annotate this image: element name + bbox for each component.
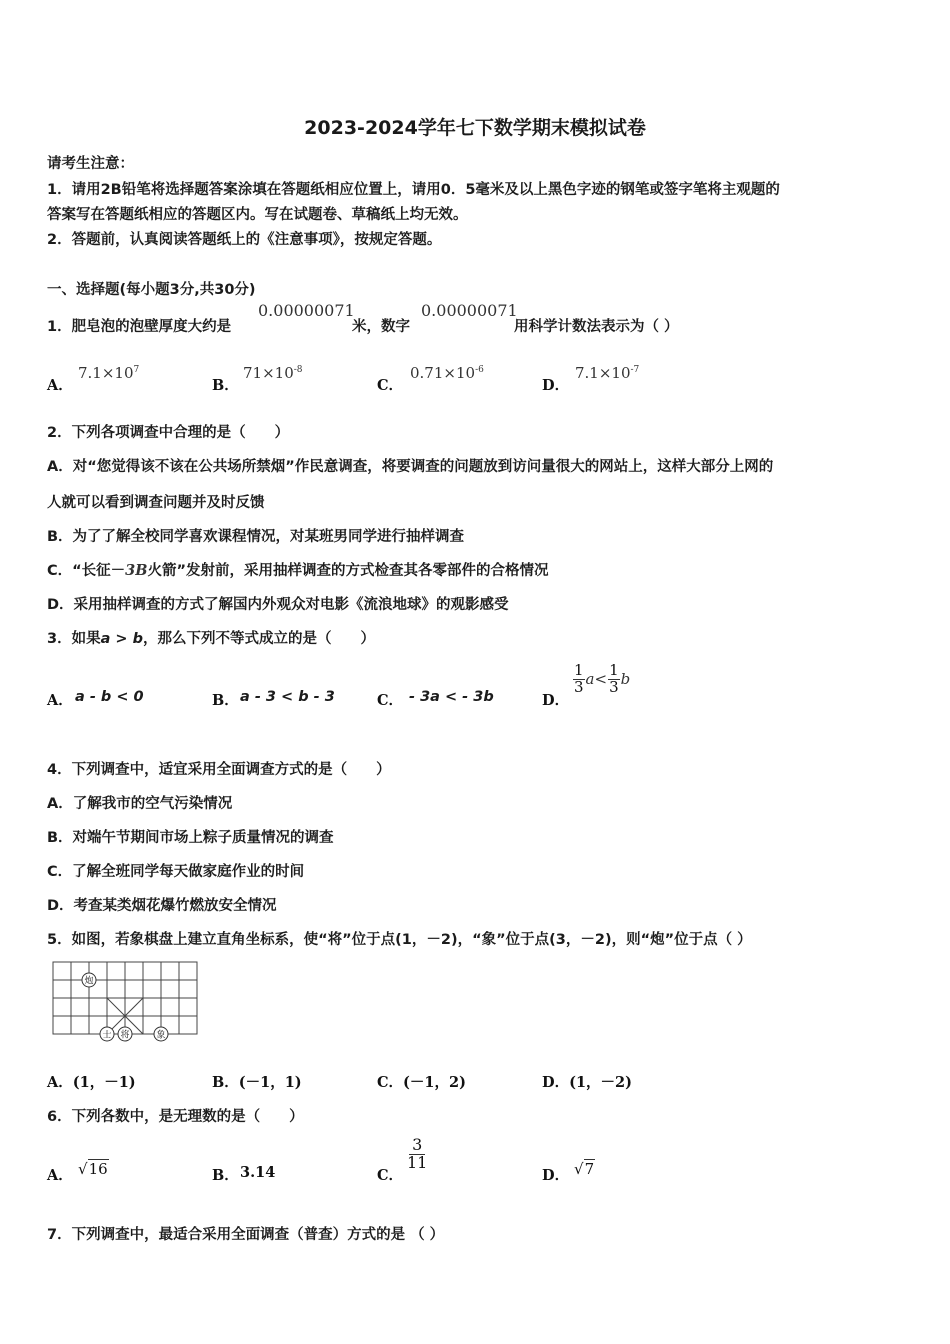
q4-option-b: B．对端午节期间市场上粽子质量情况的调查 bbox=[47, 830, 334, 846]
q1-number-2: 0.00000071 bbox=[421, 301, 518, 320]
notice-line-2: 2．答题前，认真阅读答题纸上的《注意事项》，按规定答题。 bbox=[47, 232, 442, 248]
svg-text:象: 象 bbox=[156, 1030, 166, 1041]
q4-option-c: C．了解全班同学每天做家庭作业的时间 bbox=[47, 864, 305, 880]
notice-heading: 请考生注意： bbox=[47, 156, 134, 172]
q2-stem: 2．下列各项调查中合理的是（ ） bbox=[47, 425, 290, 441]
q2-option-d: D．采用抽样调查的方式了解国内外观众对电影《流浪地球》的观影感受 bbox=[47, 597, 509, 613]
q6-option-b-label: B． bbox=[212, 1167, 239, 1184]
page-title: 2023-2024学年七下数学期末模拟试卷 bbox=[304, 117, 646, 139]
q1-option-c-label: C． bbox=[377, 377, 404, 394]
q6-option-c: $\frac{3}{11}$ bbox=[407, 1135, 428, 1172]
q1-option-c: $0.71\times 10^{-6}$ bbox=[410, 364, 484, 382]
q4-option-a: A．了解我市的空气污染情况 bbox=[47, 796, 233, 812]
q1-option-d-label: D． bbox=[542, 377, 570, 394]
q6-option-d: √7 bbox=[574, 1160, 595, 1178]
q6-option-a-label: A． bbox=[47, 1167, 73, 1184]
q5-option-d: D．(1，－2) bbox=[542, 1074, 632, 1091]
svg-text:士: 士 bbox=[102, 1030, 112, 1041]
notice-line-1a: 1．请用2B铅笔将选择题答案涂填在答题纸相应位置上，请用0．5毫米及以上黑色字迹的钢笔或签字笔将主观题的 bbox=[47, 182, 780, 198]
piece-jiang bbox=[118, 1027, 132, 1041]
q2-option-a-line2: 人就可以看到调查问题并及时反馈 bbox=[47, 495, 265, 511]
q3-option-a: a - b < 0 bbox=[75, 689, 144, 705]
q4-stem: 4．下列调查中，适宜采用全面调查方式的是（ ） bbox=[47, 762, 391, 778]
q1-option-d: $7.1\times 10^{-7}$ bbox=[575, 364, 640, 382]
q6-option-c-label: C． bbox=[377, 1167, 404, 1184]
q1-number: 0.00000071 bbox=[258, 301, 355, 320]
q6-option-a: √16 bbox=[78, 1160, 108, 1178]
piece-xiang bbox=[154, 1027, 168, 1041]
piece-shi bbox=[100, 1027, 114, 1041]
section-heading: 一、选择题(每小题3分,共30分) bbox=[47, 282, 256, 298]
notice-line-1b: 答案写在答题纸相应的答题区内。写在试题卷、草稿纸上均无效。 bbox=[47, 207, 468, 223]
svg-text:炮: 炮 bbox=[84, 976, 94, 987]
q5-option-a: A．(1，－1) bbox=[47, 1074, 136, 1091]
q3-option-c-label: C． bbox=[377, 692, 404, 709]
q1-option-b-label: B． bbox=[212, 377, 239, 394]
q2-option-a-line1: A．对“您觉得该不该在公共场所禁烟”作民意调查，将要调查的问题放到访问量很大的网站上，这样大部分上网的 bbox=[47, 459, 774, 475]
q5-stem: 5．如图，若象棋盘上建立直角坐标系，使“将”位于点(1，－2)，“象”位于点(3，－2)，则“炮”位于点（ ） bbox=[47, 932, 752, 948]
svg-text:将: 将 bbox=[120, 1030, 130, 1041]
q2-option-c: C．“长征－3B火箭”发射前，采用抽样调查的方式检查其各零部件的合格情况 bbox=[47, 562, 549, 579]
q6-option-b: 3.14 bbox=[240, 1164, 276, 1181]
q6-stem: 6．下列各数中，是无理数的是（ ） bbox=[47, 1109, 304, 1125]
q3-option-b: a - 3 < b - 3 bbox=[240, 689, 335, 705]
q7-stem: 7．下列调查中，最适合采用全面调查（普查）方式的是 （ ） bbox=[47, 1227, 445, 1243]
q3-stem: 3．如果a > b，那么下列不等式成立的是（ ） bbox=[47, 631, 376, 647]
chessboard-figure bbox=[50, 958, 202, 1044]
q4-option-d: D．考查某类烟花爆竹燃放安全情况 bbox=[47, 898, 277, 914]
q1-option-b: $71\times 10^{-8}$ bbox=[243, 364, 303, 382]
q3-option-b-label: B． bbox=[212, 692, 239, 709]
q1-stem-pre: 1．肥皂泡的泡壁厚度大约是 bbox=[47, 319, 232, 335]
q5-option-b: B．(－1，1) bbox=[212, 1074, 302, 1091]
q3-option-c: - 3a < - 3b bbox=[409, 689, 494, 705]
q6-option-d-label: D． bbox=[542, 1167, 570, 1184]
q3-option-d: $\frac{1}{3}$ a< $\frac{1}{3}$ b bbox=[574, 661, 631, 696]
q3-option-a-label: A． bbox=[47, 692, 73, 709]
q1-stem-mid: 米，数字 bbox=[352, 319, 410, 335]
q3-option-d-label: D． bbox=[542, 692, 570, 709]
q1-option-a: $7.1\times 10^7$ bbox=[78, 364, 140, 382]
q1-stem-post: 用科学计数法表示为（ ） bbox=[514, 319, 679, 335]
q5-option-c: C．(－1，2) bbox=[377, 1074, 466, 1091]
piece-pao bbox=[82, 973, 96, 987]
q2-option-b: B．为了了解全校同学喜欢课程情况，对某班男同学进行抽样调查 bbox=[47, 529, 465, 545]
q1-option-a-label: A． bbox=[47, 377, 73, 394]
